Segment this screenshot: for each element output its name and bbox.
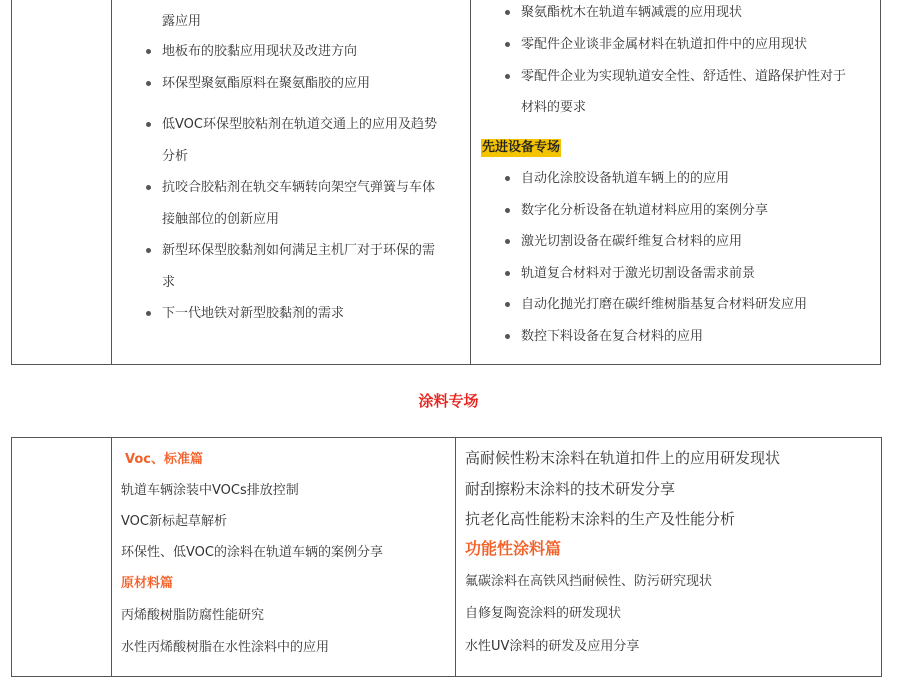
list-item: 水性丙烯酸树脂在水性涂料中的应用	[121, 640, 330, 655]
list-item: 自动化抛光打磨在碳纤维树脂基复合材料研发应用	[502, 289, 807, 320]
list-item-continuation: 露应用	[162, 14, 202, 29]
list-item: 聚氨酯枕木在轨道车辆减震的应用现状	[502, 0, 742, 28]
list-item: 抗老化高性能粉末涂料的生产及性能分析	[465, 510, 736, 528]
list-item: 零配件企业谈非金属材料在轨道扣件中的应用现状	[502, 29, 807, 60]
list-item: 数字化分析设备在轨道材料应用的案例分享	[502, 195, 768, 226]
upper-table	[11, 0, 881, 365]
list-item: 下一代地铁对新型胶黏剂的需求	[143, 298, 344, 329]
list-item-continuation: 接触部位的创新应用	[162, 212, 280, 227]
list-item-continuation: 分析	[162, 149, 189, 164]
list-item: 轨道复合材料对于激光切割设备需求前景	[502, 258, 755, 289]
list-item: 抗咬合胶粘剂在轨交车辆转向架空气弹簧与车体	[143, 172, 435, 203]
list-item: VOC新标起草解析	[121, 514, 227, 529]
column-divider	[455, 438, 456, 676]
column-divider	[111, 0, 112, 364]
list-item: 丙烯酸树脂防腐性能研究	[121, 608, 265, 623]
list-item: 环保型聚氨酯原料在聚氨酯胶的应用	[143, 68, 370, 99]
list-item: 地板布的胶黏应用现状及改进方向	[143, 36, 357, 67]
list-item: 激光切割设备在碳纤维复合材料的应用	[502, 226, 742, 257]
list-item: 新型环保型胶黏剂如何满足主机厂对于环保的需	[143, 235, 435, 266]
list-item: 耐刮擦粉末涂料的技术研发分享	[465, 480, 676, 498]
list-item: 数控下料设备在复合材料的应用	[502, 321, 703, 352]
list-item: 氟碳涂料在高铁风挡耐候性、防污研究现状	[465, 574, 713, 589]
coatings-table	[11, 437, 882, 677]
list-item-continuation: 求	[162, 275, 176, 290]
coatings-section-title: 涂料专场	[418, 392, 479, 410]
column-divider	[470, 0, 471, 364]
list-item: 自动化涂胶设备轨道车辆上的的应用	[502, 163, 729, 194]
list-item: 零配件企业为实现轨道安全性、舒适性、道路保护性对于	[502, 61, 846, 92]
list-item: 高耐候性粉末涂料在轨道扣件上的应用研发现状	[465, 449, 781, 467]
list-item: 自修复陶瓷涂料的研发现状	[465, 606, 622, 621]
list-item-continuation: 材料的要求	[521, 100, 587, 115]
equipment-section-heading: 先进设备专场	[482, 140, 561, 155]
raw-materials-heading: 原材料篇	[121, 576, 174, 591]
list-item: 水性UV涂料的研发及应用分享	[465, 639, 640, 654]
list-item: 轨道车辆涂装中VOCs排放控制	[121, 483, 299, 498]
voc-standards-heading: Voc、标准篇	[125, 452, 203, 467]
functional-coatings-heading: 功能性涂料篇	[465, 539, 562, 558]
list-item: 低VOC环保型胶粘剂在轨道交通上的应用及趋势	[143, 109, 437, 140]
column-divider	[111, 438, 112, 676]
list-item: 环保性、低VOC的涂料在轨道车辆的案例分享	[121, 545, 383, 560]
